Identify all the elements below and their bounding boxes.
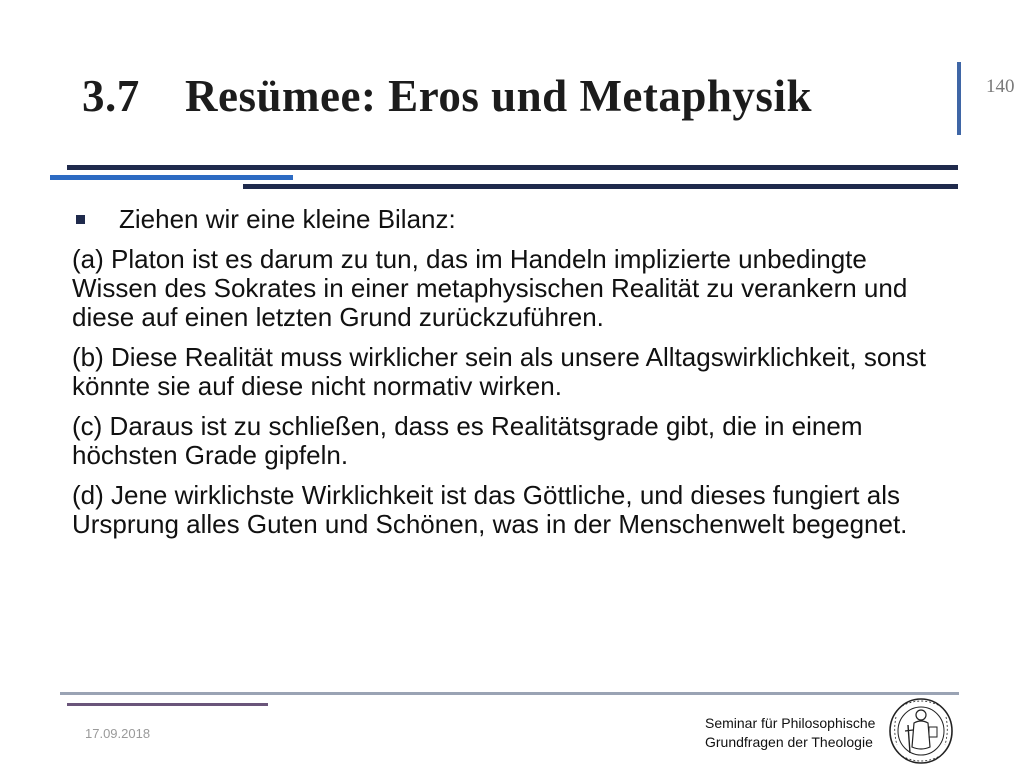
footer-date: 17.09.2018 [85,726,151,741]
bullet-item [72,205,952,234]
footer-rule [60,692,959,695]
title-divider [957,62,961,135]
page-number: 140 [986,76,1015,97]
slide-title [82,70,812,122]
paragraph-b: (b) Diese Realität muss wirklicher sein als unsere Alltagswirklichkeit, sonst könnte sie auf diese nicht normativ wirken. [72,342,926,401]
footer-accent-rule [67,703,268,706]
header-rule-top [67,165,958,170]
square-bullet-icon [76,215,85,224]
header-rule-accent [50,175,293,180]
header-rule-bottom [243,184,958,189]
institution-line-2: Grundfragen der Theologie [705,734,873,750]
bullet-text: Ziehen wir eine kleine Bilanz: [119,204,456,234]
paragraph-d: (d) Jene wirklichste Wirklichkeit ist das Göttliche, und dieses fungiert als Ursprung alles Guten und Schönen, was in der Menschenwelt begegnet. [72,480,908,539]
section-number: 3.7 [82,71,140,121]
paragraph-c: (c) Daraus ist zu schließen, dass es Realitätsgrade gibt, die in einem höchsten Grade gipfeln. [72,411,863,470]
paragraph-a: (a) Platon ist es darum zu tun, das im Handeln implizierte unbedingte Wissen des Sokrates in einer metaphysischen Realität zu verankern und diese auf einen letzten Grund zurückzuführen. [72,244,908,332]
footer-institution [705,714,875,752]
title-text: Resümee: Eros und Metaphysik [185,71,812,121]
university-seal-icon [888,697,954,765]
slide-body [72,205,952,550]
institution-line-1: Seminar für Philosophische [705,715,876,731]
